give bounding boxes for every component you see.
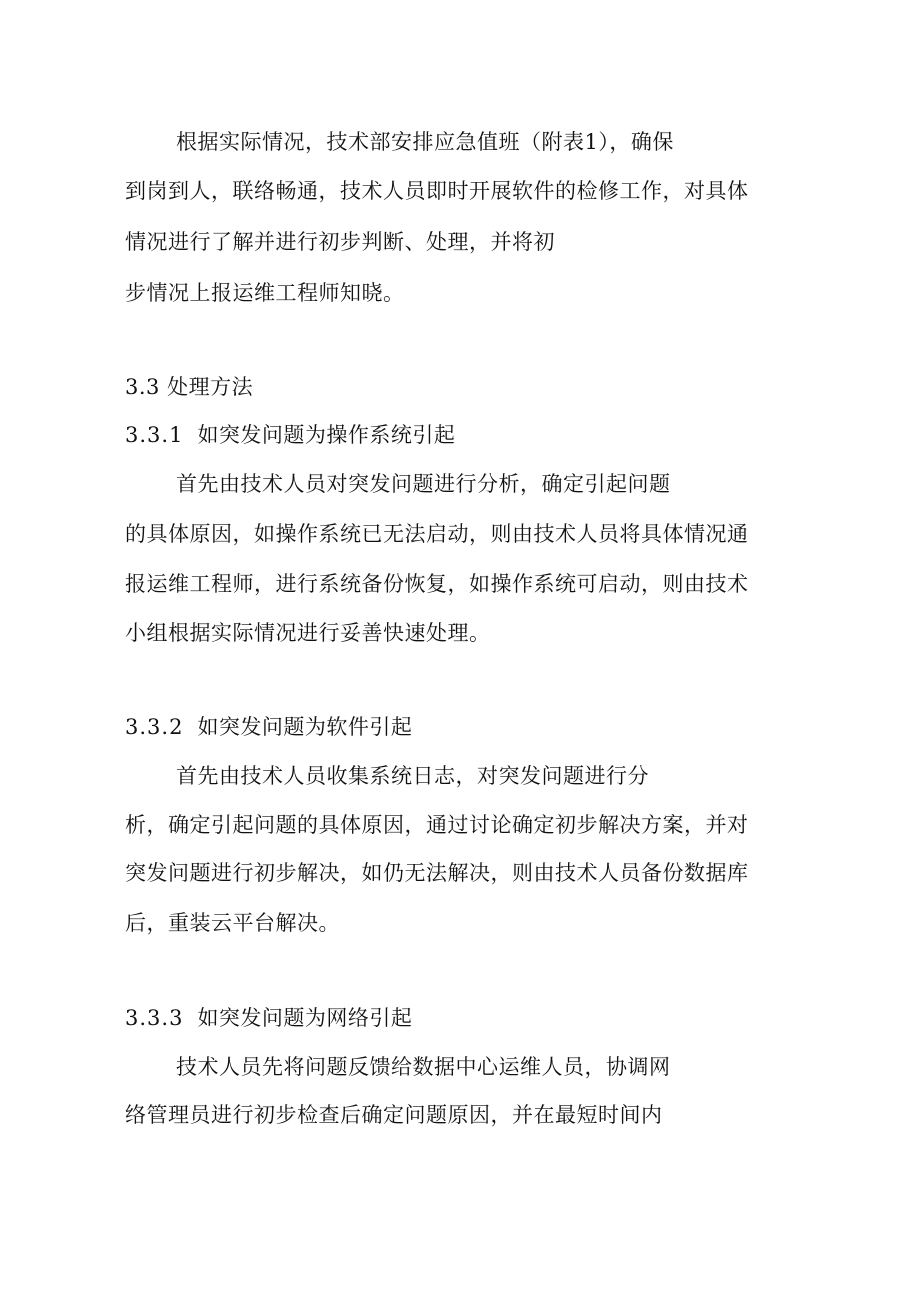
paragraph-line: 络管理员进行初步检查后确定问题原因，并在最短时间内 <box>125 1103 663 1127</box>
paragraph-line: 的具体原因，如操作系统已无法启动，则由技术人员将具体情况通 <box>125 522 749 546</box>
paragraph-line: 突发问题进行初步解决，如仍无法解决，则由技术人员备份数据库 <box>125 861 749 885</box>
subsection-heading-3-3-2 <box>125 714 412 740</box>
paragraph-line: 报运维工程师，进行系统备份恢复，如操作系统可启动，则由技术 <box>125 572 749 596</box>
paragraph-line: 小组根据实际情况进行妥善快速处理。 <box>125 621 491 645</box>
subsection-title: 如突发问题为网络引起 <box>197 1006 413 1030</box>
subsection-heading-3-3-1 <box>125 422 455 448</box>
paragraph-line: 首先由技术人员收集系统日志，对突发问题进行分 <box>176 764 649 788</box>
paragraph-line: 首先由技术人员对突发问题进行分析，确定引起问题 <box>176 472 671 496</box>
paragraph-line: 析，确定引起问题的具体原因，通过讨论确定初步解决方案，并对 <box>125 813 749 837</box>
subsection-number: 3.3.1 <box>125 423 184 447</box>
paragraph-line: 技术人员先将问题反馈给数据中心运维人员，协调网 <box>176 1055 671 1079</box>
subsection-title: 如突发问题为软件引起 <box>197 715 413 739</box>
subsection-heading-3-3-3 <box>125 1005 412 1031</box>
paragraph-line: 情况进行了解并进行初步判断、处理，并将初 <box>125 230 555 254</box>
section-heading-3-3: 3.3 处理方法 <box>125 375 254 399</box>
paragraph-line: 到岗到人，联络畅通，技术人员即时开展软件的检修工作，对具体 <box>125 179 749 203</box>
subsection-title: 如突发问题为操作系统引起 <box>197 423 456 447</box>
subsection-number: 3.3.3 <box>125 1006 184 1030</box>
paragraph-line: 根据实际情况，技术部安排应急值班（附表1），确保 <box>176 130 674 154</box>
subsection-number: 3.3.2 <box>125 715 184 739</box>
paragraph-line: 后，重装云平台解决。 <box>125 911 340 935</box>
paragraph-line: 步情况上报运维工程师知晓。 <box>125 281 405 305</box>
